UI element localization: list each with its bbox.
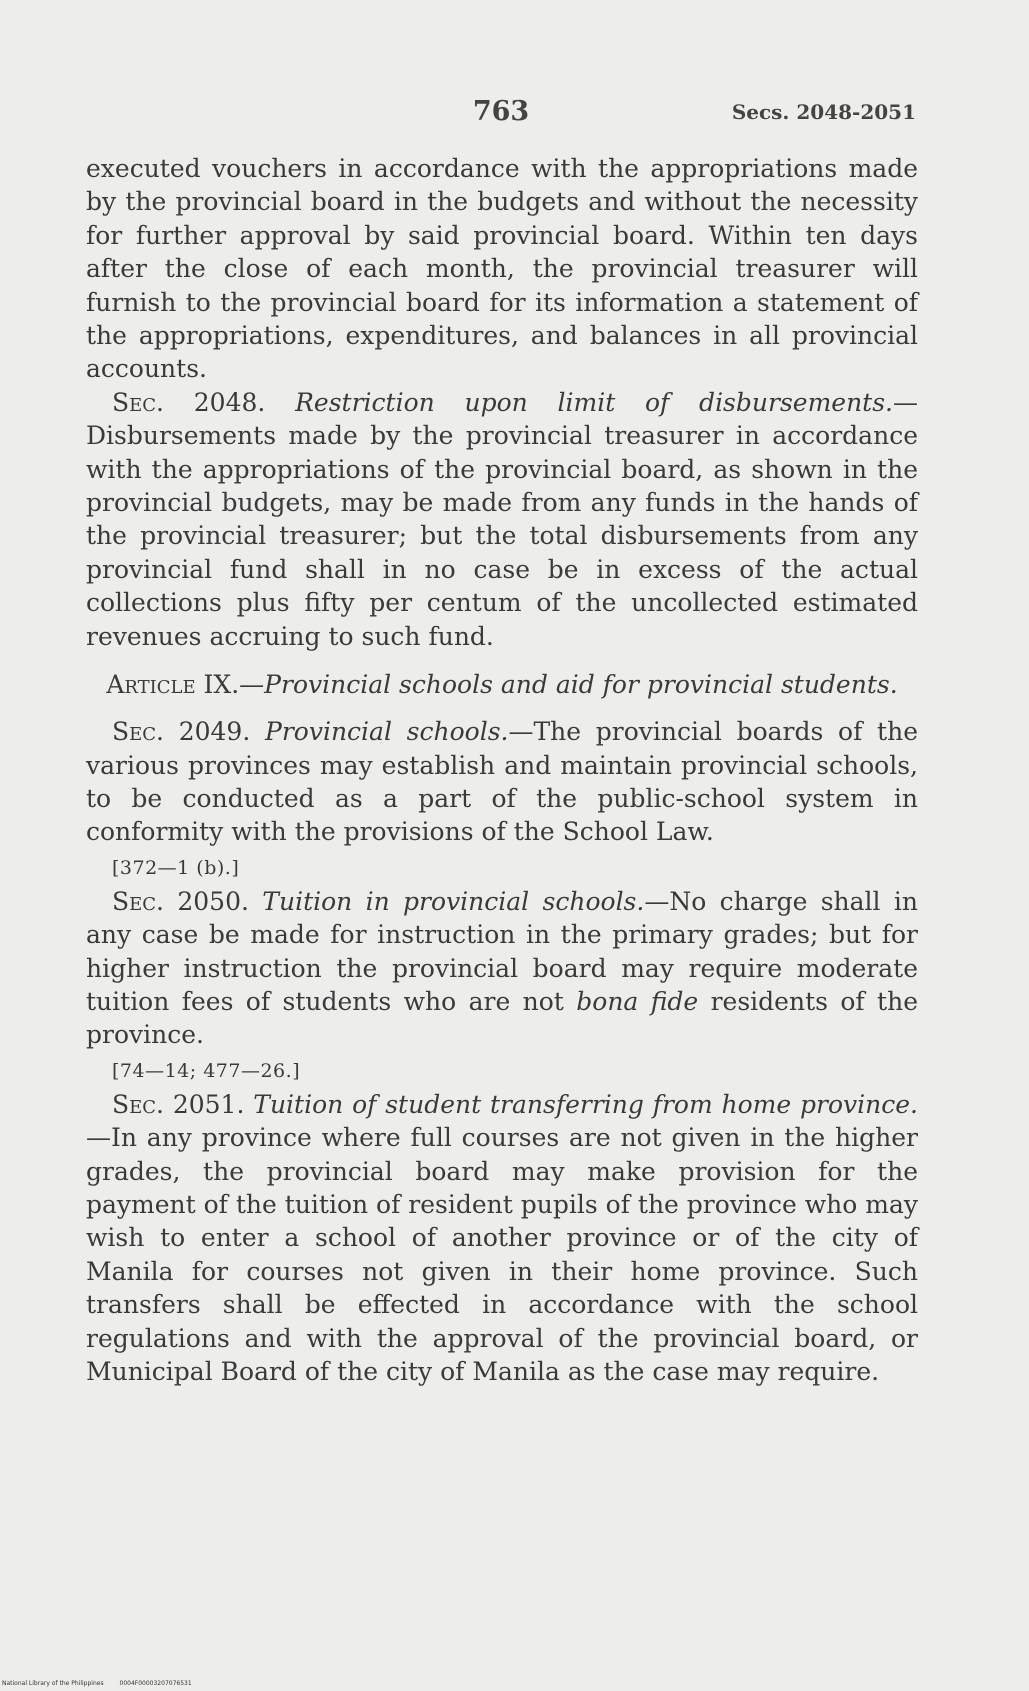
page-header xyxy=(86,96,916,132)
section-title: Provincial schools. xyxy=(265,717,509,747)
section-number: 2051. xyxy=(172,1089,245,1119)
library-name: National Library of the Philippines xyxy=(2,1680,104,1687)
section-label: Sec. xyxy=(112,717,164,747)
section-text-italic: bona fide xyxy=(576,986,699,1016)
scan-footer xyxy=(2,1680,206,1687)
section-2048 xyxy=(86,386,918,653)
section-title: Tuition of student transferring from home province. xyxy=(253,1089,918,1119)
section-2049 xyxy=(86,715,918,849)
page-number: 763 xyxy=(472,96,530,127)
section-number: 2049. xyxy=(178,717,251,747)
section-2050 xyxy=(86,885,918,1052)
article-label: Article IX. xyxy=(106,670,240,700)
section-number: 2048. xyxy=(193,387,266,417)
citation-2049: [372—1 (b).] xyxy=(112,856,240,879)
section-text: residents of the province. xyxy=(86,986,918,1050)
running-head: Secs. 2048-2051 xyxy=(731,100,916,124)
citation-2050: [74—14; 477—26.] xyxy=(112,1059,301,1082)
section-text: —Disbursements made by the provincial treasurer in accordance with the appropriations of the provincial board, as shown in the provincial budgets, may be made from any funds in the hands of the provincial treasurer; but the total disbursements from any provincial fund shall in no case be in excess of the actual collections plus fifty per centum of the uncollected estimated revenues accruing to such fund. xyxy=(86,387,918,651)
article-title: —Provincial schools and aid for provincial students. xyxy=(239,670,898,700)
article-heading xyxy=(86,668,918,701)
section-title: Restriction upon limit of disbursements. xyxy=(295,387,893,417)
section-label: Sec. xyxy=(112,886,164,916)
section-text: —The provincial boards of the various provinces may establish and maintain provincial schools, to be conducted as a part of the public-school system in conformity with the provisions of the School Law. xyxy=(86,717,918,847)
scan-code: 0004F00003207076531 xyxy=(119,1680,192,1687)
paragraph-continuation: executed vouchers in accordance with the appropriations made by the provincial board in the budgets and without the necessity for further approval by said provincial board. Within ten days after the close of each month, the provincial treasurer will furnish to the provincial board for its information a statement of the appropriations, expenditures, and balances in all provincial accounts. xyxy=(86,154,918,384)
section-text: —No charge shall in any case be made for instruction in the primary grades; but for higher instruction the provincial board may require moderate tuition fees of students who are not xyxy=(86,886,918,1016)
section-number: 2050. xyxy=(177,886,249,916)
section-label: Sec. xyxy=(112,387,164,417)
section-label: Sec. xyxy=(112,1089,164,1119)
document-body xyxy=(86,152,918,1388)
section-2051 xyxy=(86,1088,918,1389)
section-title: Tuition in provincial schools. xyxy=(262,886,645,916)
section-text: —In any province where full courses are not given in the higher grades, the provincial board may make provision for the payment of the tuition of resident pupils of the province who may wish to enter a school of another province or of the city of Manila for courses not given in their home province. Such transfers shall be effected in accordance with the school regulations and with the approval of the provincial board, or Municipal Board of the city of Manila as the case may require. xyxy=(86,1123,918,1386)
